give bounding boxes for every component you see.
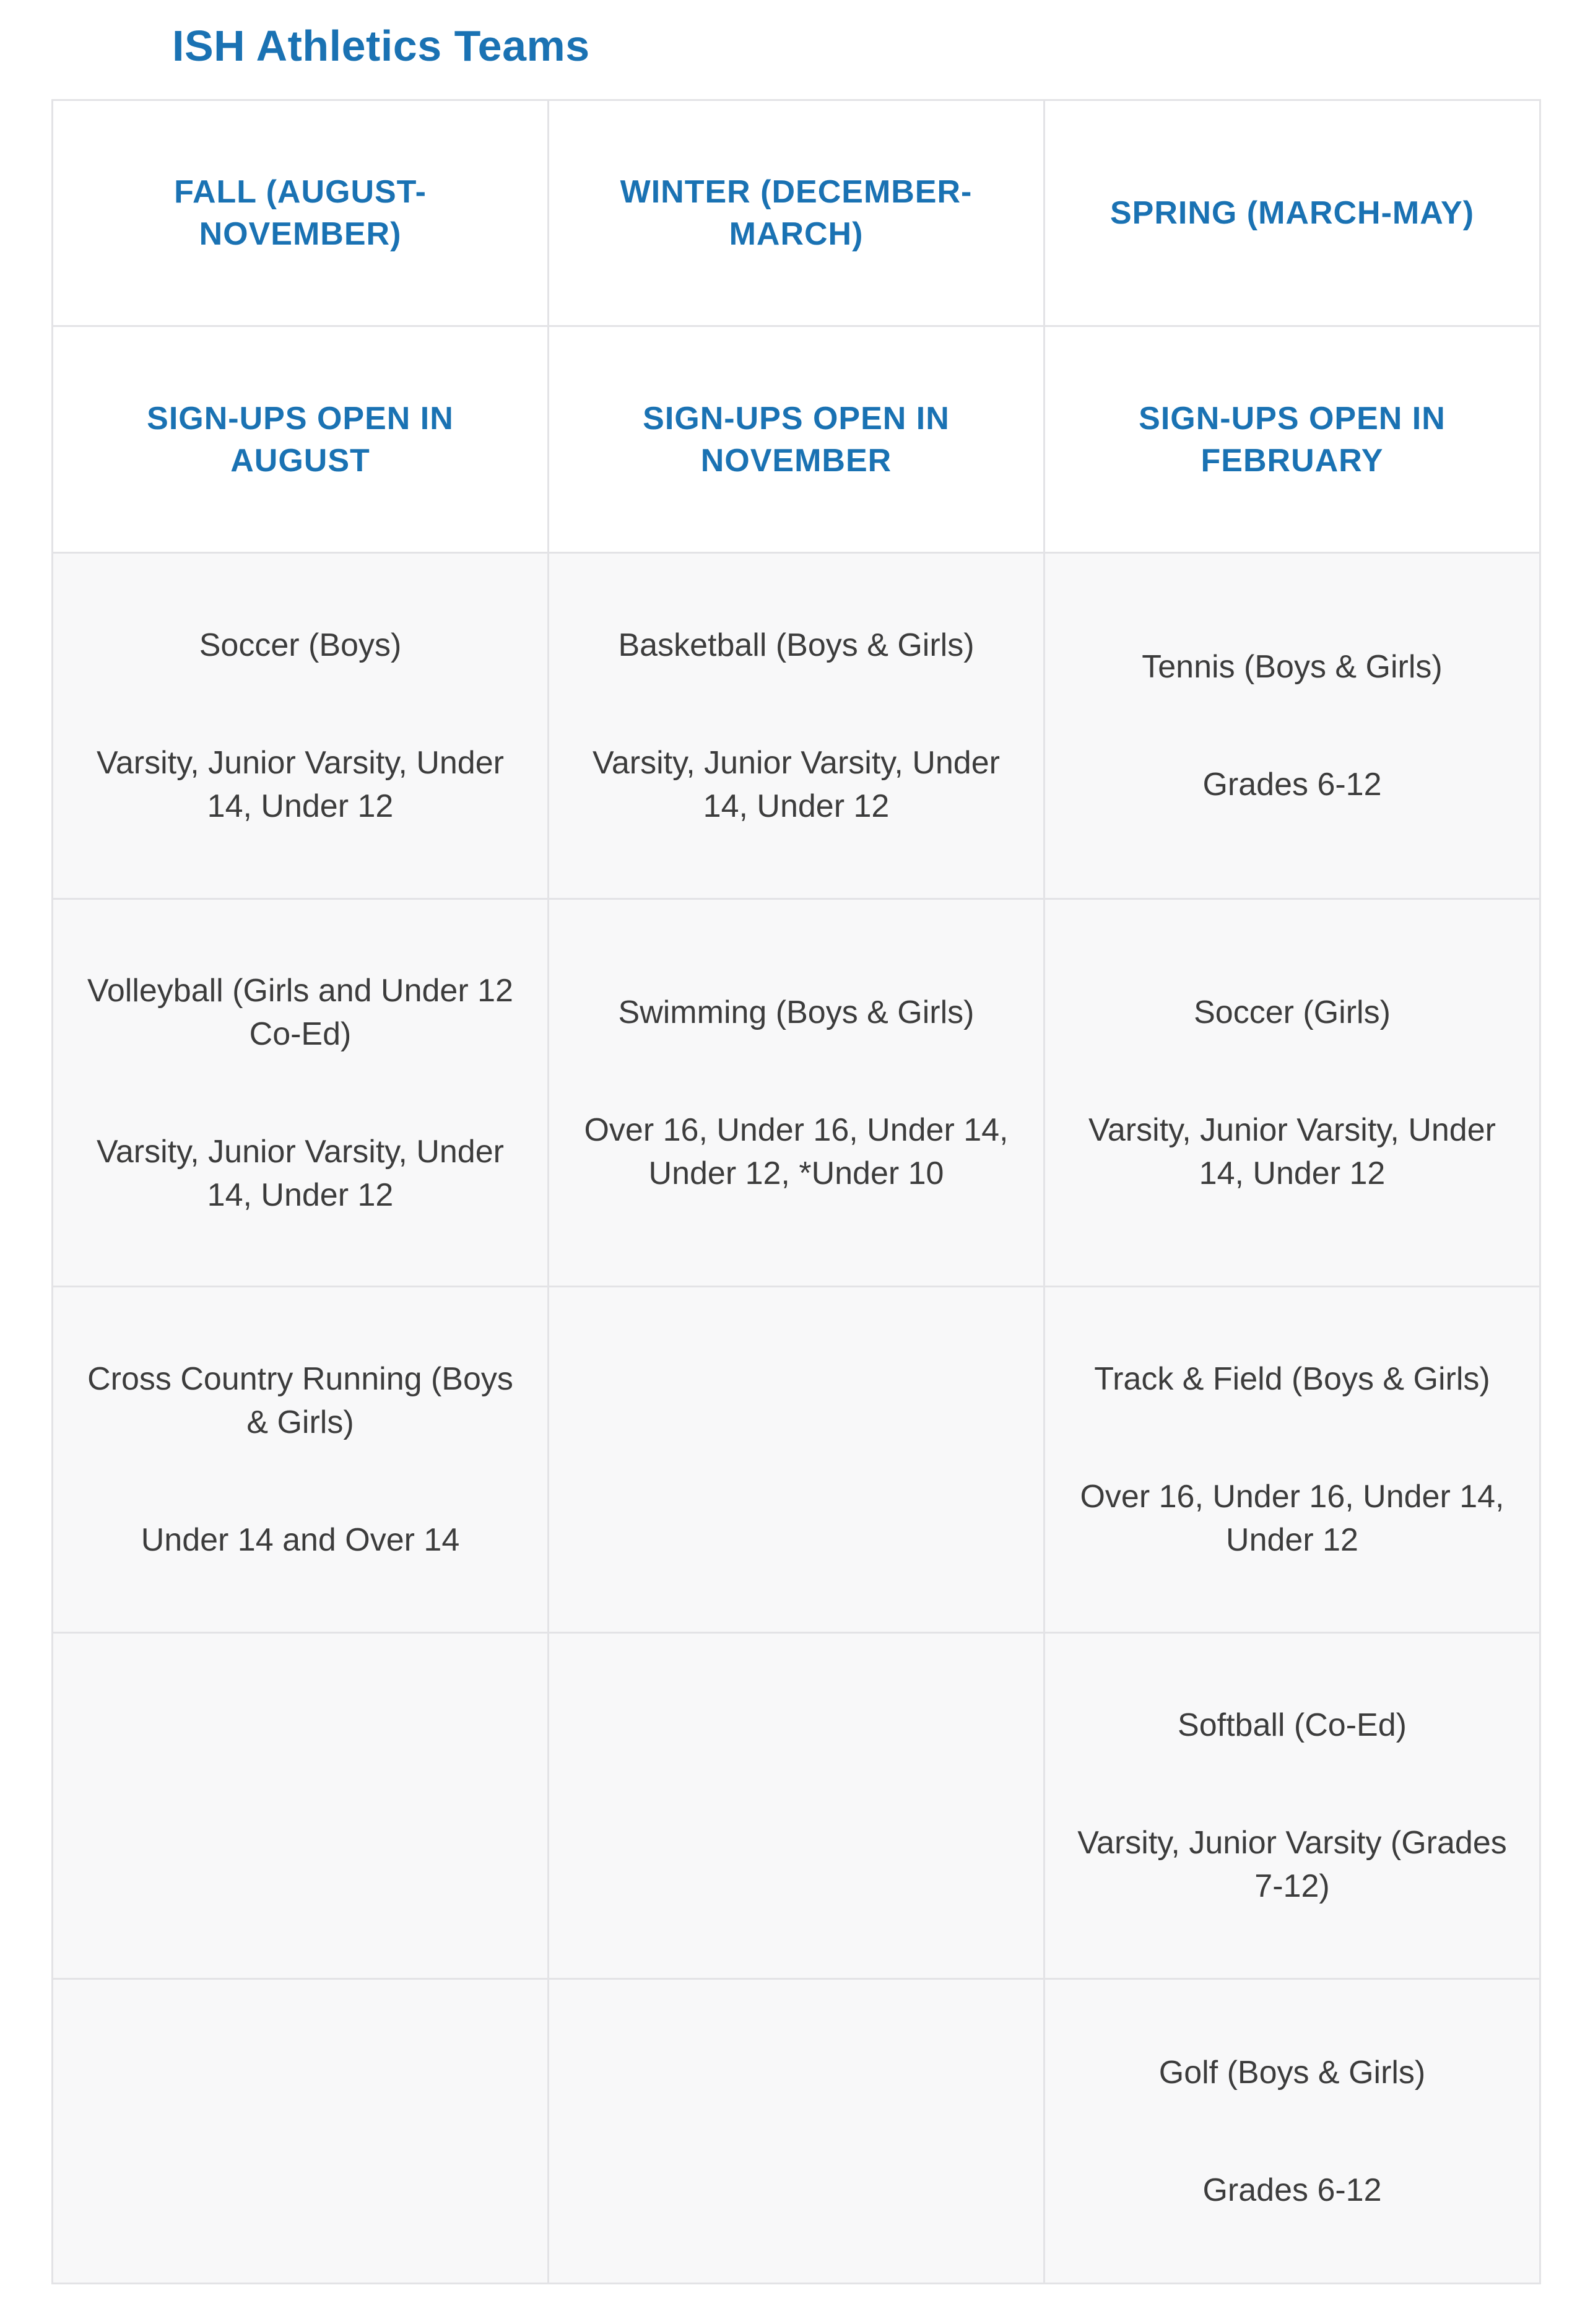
sport-name: Soccer (Boys): [199, 627, 402, 663]
season-header-spring: [1044, 100, 1540, 326]
table-row: [53, 1287, 1540, 1633]
table-row: [53, 1979, 1540, 2284]
sport-name: Basketball (Boys & Girls): [618, 627, 975, 663]
sport-detail: Over 16, Under 16, Under 14, Under 12: [1080, 1479, 1505, 1558]
sport-detail: Grades 6-12: [1202, 767, 1382, 803]
page-title: ISH Athletics Teams: [172, 22, 590, 70]
signup-header-winter: [549, 326, 1044, 553]
season-label-fall: FALL (AUGUST-NOVEMBER): [174, 174, 427, 252]
sport-name: Volleyball (Girls and Under 12 Co-Ed): [87, 972, 513, 1052]
sport-name: Softball (Co-Ed): [1178, 1707, 1407, 1743]
empty-cell: [549, 1633, 1044, 1979]
signup-header-spring: [1044, 326, 1540, 553]
empty-cell: [53, 1979, 549, 2284]
sport-cell: [549, 553, 1044, 899]
sport-detail: Varsity, Junior Varsity, Under 14, Under 12: [97, 745, 504, 824]
sport-name: Cross Country Running (Boys & Girls): [87, 1361, 513, 1440]
sport-cell: [1044, 899, 1540, 1287]
signup-label-fall: SIGN-UPS OPEN IN AUGUST: [147, 400, 454, 479]
sport-name: Soccer (Girls): [1194, 994, 1391, 1030]
sport-name: Track & Field (Boys & Girls): [1094, 1361, 1490, 1397]
sport-name: Tennis (Boys & Girls): [1142, 649, 1443, 685]
sport-detail: Under 14 and Over 14: [141, 1522, 460, 1558]
sport-cell: [1044, 1633, 1540, 1979]
sport-cell: [1044, 1287, 1540, 1633]
signup-label-winter: SIGN-UPS OPEN IN NOVEMBER: [643, 400, 950, 479]
signup-header-fall: [53, 326, 549, 553]
season-label-spring: SPRING (MARCH-MAY): [1110, 195, 1475, 231]
signup-label-spring: SIGN-UPS OPEN IN FEBRUARY: [1139, 400, 1446, 479]
season-header-row: [53, 100, 1540, 326]
sport-detail: Varsity, Junior Varsity (Grades 7-12): [1077, 1825, 1507, 1904]
sport-cell: [1044, 553, 1540, 899]
season-label-winter: WINTER (DECEMBER-MARCH): [620, 174, 973, 252]
sport-cell: [1044, 1979, 1540, 2284]
sport-name: Golf (Boys & Girls): [1158, 2054, 1426, 2091]
empty-cell: [549, 1287, 1044, 1633]
table-row: [53, 553, 1540, 899]
empty-cell: [53, 1633, 549, 1979]
season-header-fall: [53, 100, 549, 326]
sport-detail: Varsity, Junior Varsity, Under 14, Under 12: [97, 1133, 504, 1213]
sport-cell: [53, 553, 549, 899]
sport-detail: Varsity, Junior Varsity, Under 14, Under 12: [1088, 1112, 1496, 1191]
sport-name: Swimming (Boys & Girls): [618, 994, 975, 1030]
season-header-winter: [549, 100, 1044, 326]
empty-cell: [549, 1979, 1044, 2284]
sport-cell: [549, 899, 1044, 1287]
sport-detail: Over 16, Under 16, Under 14, Under 12, *Under 10: [584, 1112, 1009, 1191]
sport-detail: Grades 6-12: [1202, 2172, 1382, 2208]
signup-header-row: [53, 326, 1540, 553]
sport-cell: [53, 899, 549, 1287]
sport-detail: Varsity, Junior Varsity, Under 14, Under 12: [593, 745, 1000, 824]
sport-cell: [53, 1287, 549, 1633]
table-row: [53, 1633, 1540, 1979]
table-row: [53, 899, 1540, 1287]
athletics-schedule-table: [51, 99, 1541, 2284]
